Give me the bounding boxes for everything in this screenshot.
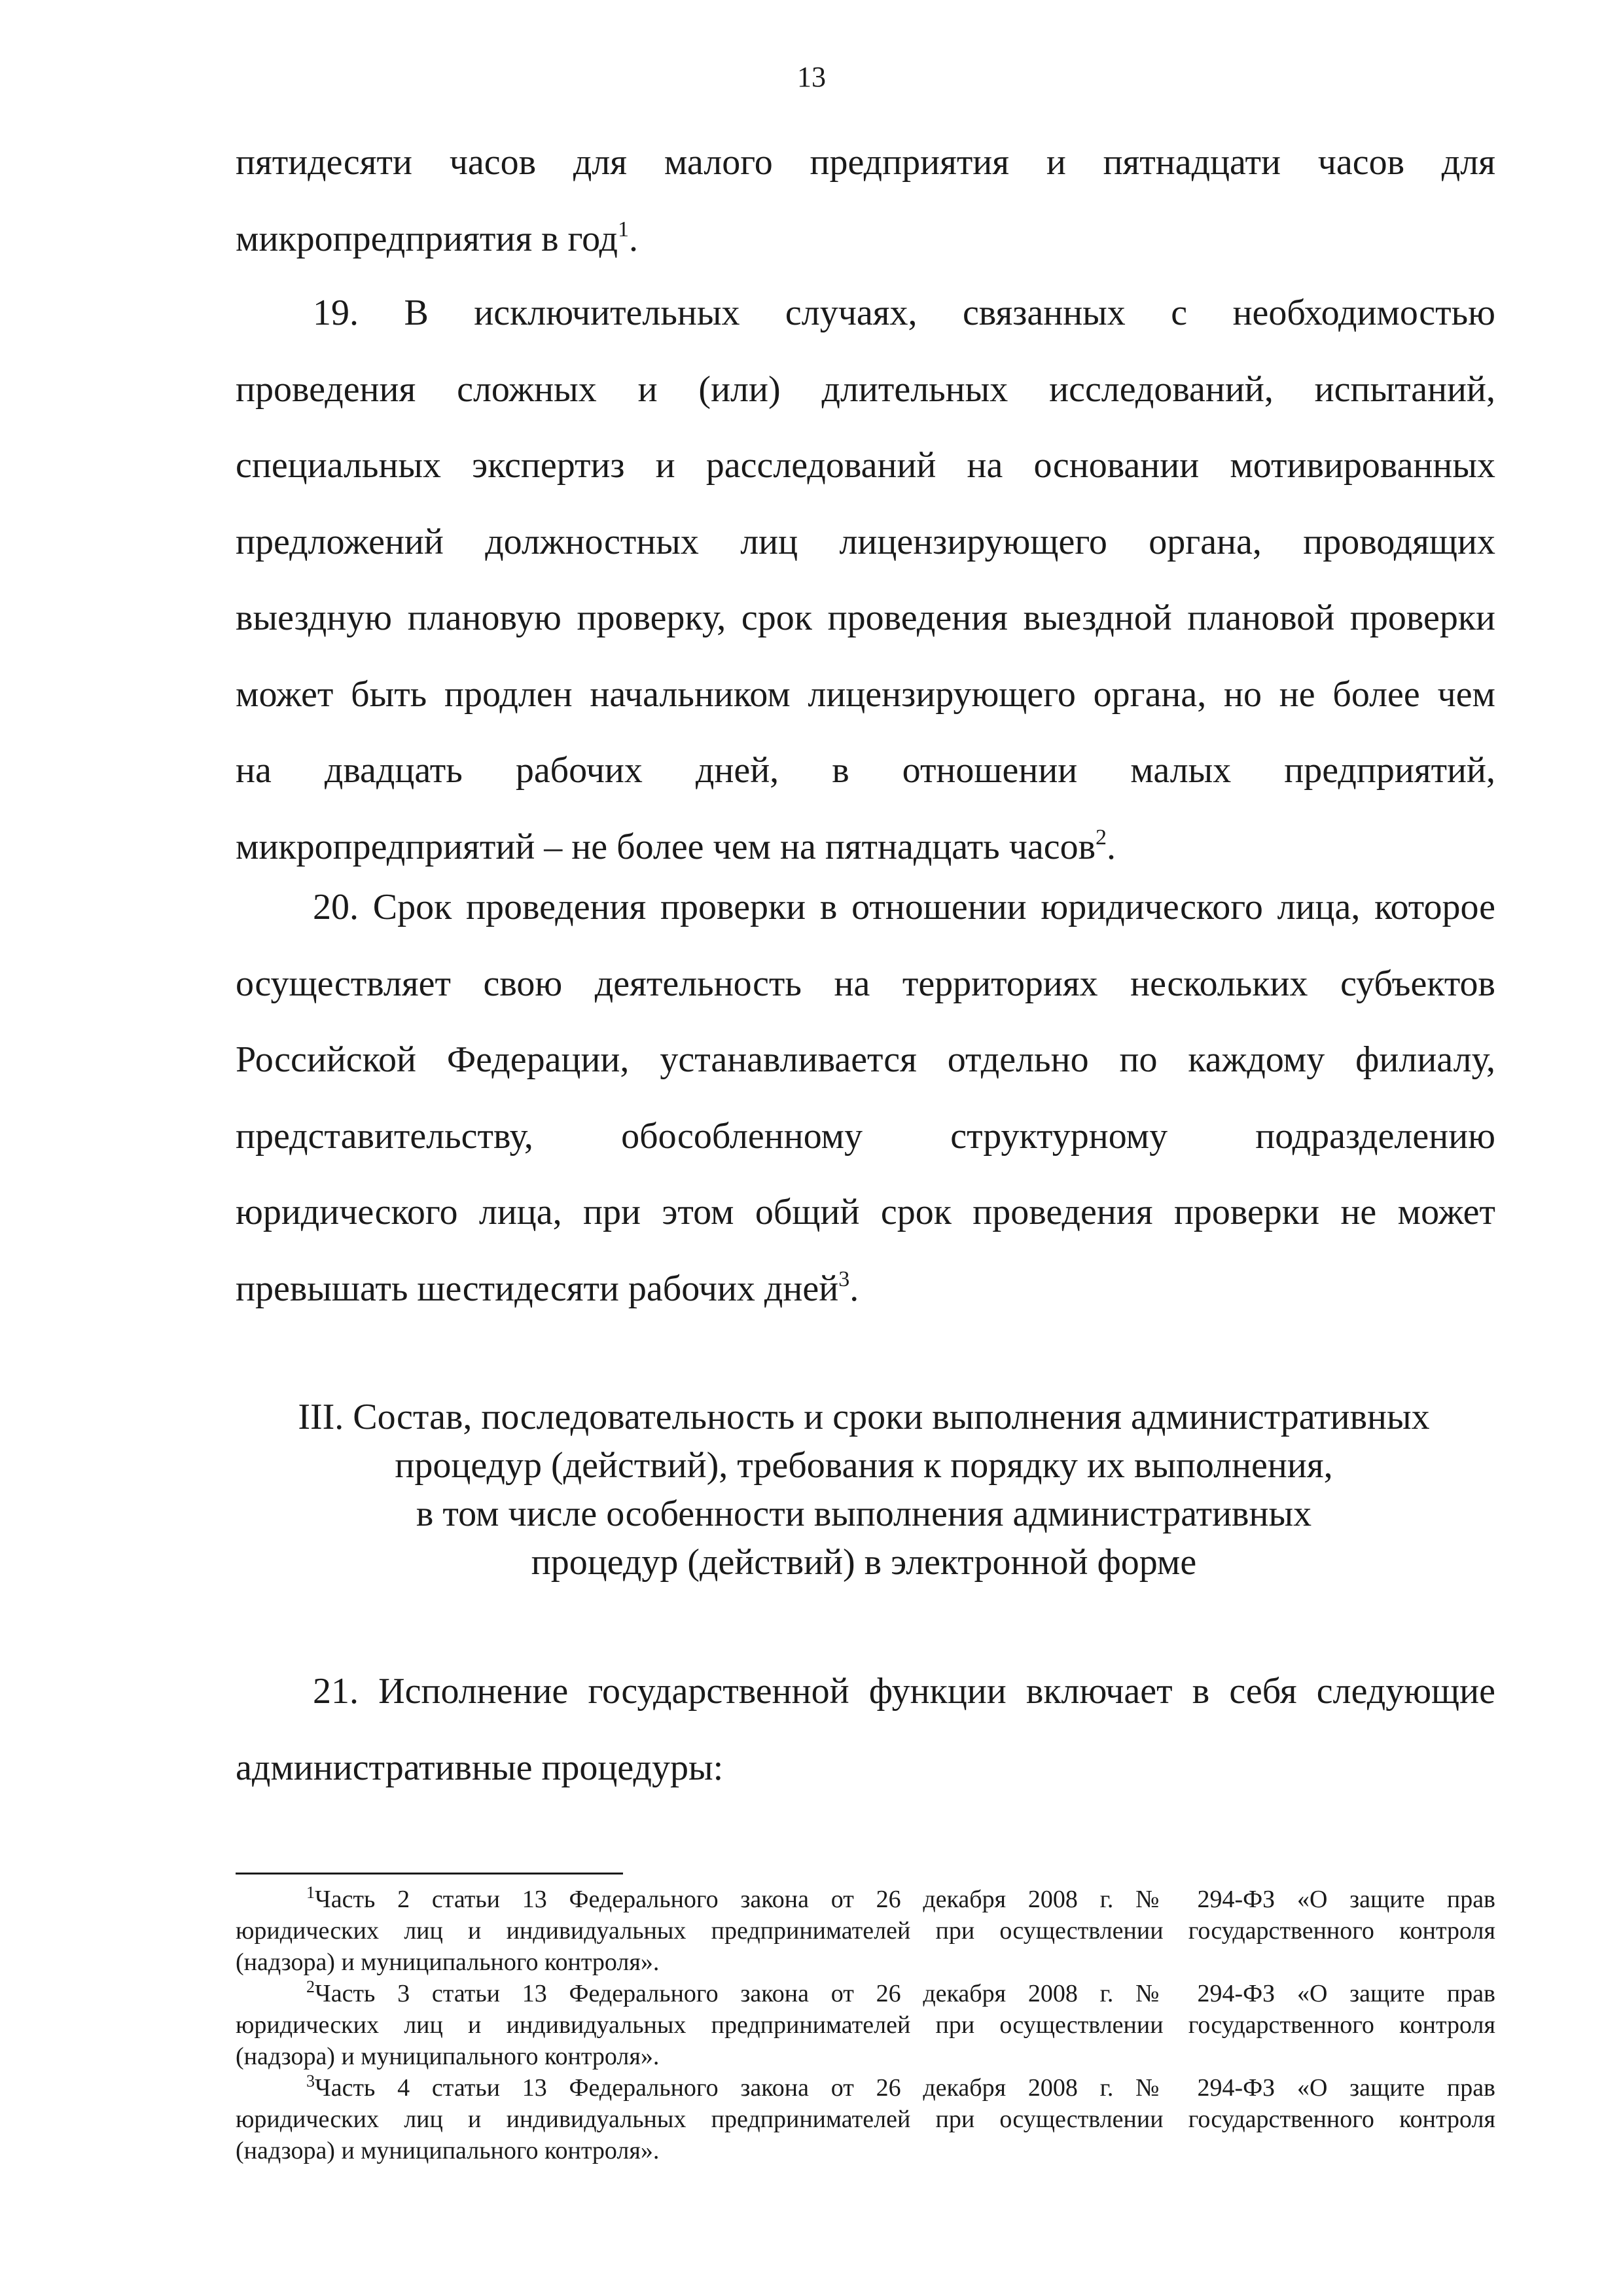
- text-line: может быть продлен начальником лицензирующего органа, но не более чем: [236, 673, 1495, 715]
- footnote-line: юридических лиц и индивидуальных предпринимателей при осуществлении государственного контроля: [236, 2106, 1495, 2133]
- section-heading: [0, 1393, 1623, 1587]
- footnote-mark: 2: [306, 1977, 315, 1996]
- footnote-line: $^2$Часть 3 статьи 13 Федерального закона от 26 декабря 2008 г. № 294-ФЗ «О защите прав: [306, 1977, 1495, 2007]
- footnote-line: (надзора) и муниципального контроля».: [236, 2137, 660, 2164]
- footnote-line: юридических лиц и индивидуальных предпринимателей при осуществлении государственного контроля: [236, 1917, 1495, 1945]
- footnote-1: [236, 1884, 1495, 1978]
- text-line: 19. В исключительных случаях, связанных с необходимостью: [313, 293, 1495, 333]
- footnote-mark: 3: [306, 2072, 315, 2090]
- heading-line: процедур (действий) в электронной форме: [531, 1542, 1197, 1583]
- footnote-line: юридических лиц и индивидуальных предпринимателей при осуществлении государственного контроля: [236, 2011, 1495, 2039]
- text-line: предложений должностных лиц лицензирующего органа, проводящих: [236, 521, 1495, 562]
- footnote-ref-2[interactable]: 2: [1096, 825, 1107, 850]
- footnote-line: $^3$Часть 4 статьи 13 Федерального закона от 26 декабря 2008 г. № 294-ФЗ «О защите прав: [306, 2072, 1495, 2102]
- paragraph-continuation: [236, 124, 1495, 277]
- heading-line: III. Состав, последовательность и сроки выполнения административных: [298, 1397, 1430, 1437]
- text-line: административные процедуры:: [236, 1747, 724, 1788]
- footnote-2: [236, 1978, 1495, 2072]
- text-line: 20. Срок проведения проверки в отношении юридического лица, которое: [313, 887, 1495, 927]
- text-line: пятидесяти часов для малого предприятия и пятнадцати часов для: [236, 142, 1495, 183]
- text-line: превышать шестидесяти рабочих дней$^3$.: [236, 1266, 859, 1309]
- text-line: микропредприятий – не более чем на пятнадцать часов$^2$.: [236, 825, 1116, 867]
- footnote-separator: [236, 1873, 623, 1874]
- paragraph-21: [236, 1653, 1495, 1806]
- page-number: 13: [797, 61, 826, 93]
- footnote-line: (надзора) и муниципального контроля».: [236, 2043, 660, 2070]
- footnote-line: (надзора) и муниципального контроля».: [236, 1948, 660, 1976]
- text-line: осуществляет свою деятельность на территориях нескольких субъектов: [236, 963, 1495, 1004]
- text-line: 21. Исполнение государственной функции включает в себя следующие: [313, 1671, 1495, 1712]
- paragraph-19: [236, 275, 1495, 885]
- heading-line: в том числе особенности выполнения административных: [416, 1494, 1312, 1534]
- footnote-3: [236, 2072, 1495, 2166]
- text-line: специальных экспертиз и расследований на основании мотивированных: [236, 445, 1495, 486]
- text-line: Российской Федерации, устанавливается отдельно по каждому филиалу,: [236, 1039, 1495, 1080]
- heading-line: процедур (действий), требования к порядку их выполнения,: [395, 1445, 1333, 1486]
- footnote-ref-1[interactable]: 1: [617, 217, 629, 242]
- text-line: юридического лица, при этом общий срок проведения проверки не может: [236, 1192, 1495, 1232]
- text-line: проведения сложных и (или) длительных исследований, испытаний,: [236, 368, 1495, 410]
- footnote-mark: 1: [306, 1883, 315, 1902]
- footnote-ref-3[interactable]: 3: [838, 1266, 850, 1291]
- text-line: выездную плановую проверку, срок проведения выездной плановой проверки: [236, 598, 1495, 638]
- text-line: представительству, обособленному структурному подразделению: [236, 1115, 1495, 1157]
- text-line: на двадцать рабочих дней, в отношении малых предприятий,: [236, 750, 1495, 791]
- footnote-line: $^1$Часть 2 статьи 13 Федерального закона от 26 декабря 2008 г. № 294-ФЗ «О защите прав: [306, 1883, 1495, 1913]
- footnotes: [236, 1884, 1495, 2166]
- text-line: микропредприятия в год$^1$.: [236, 217, 638, 259]
- paragraph-20: [236, 869, 1495, 1327]
